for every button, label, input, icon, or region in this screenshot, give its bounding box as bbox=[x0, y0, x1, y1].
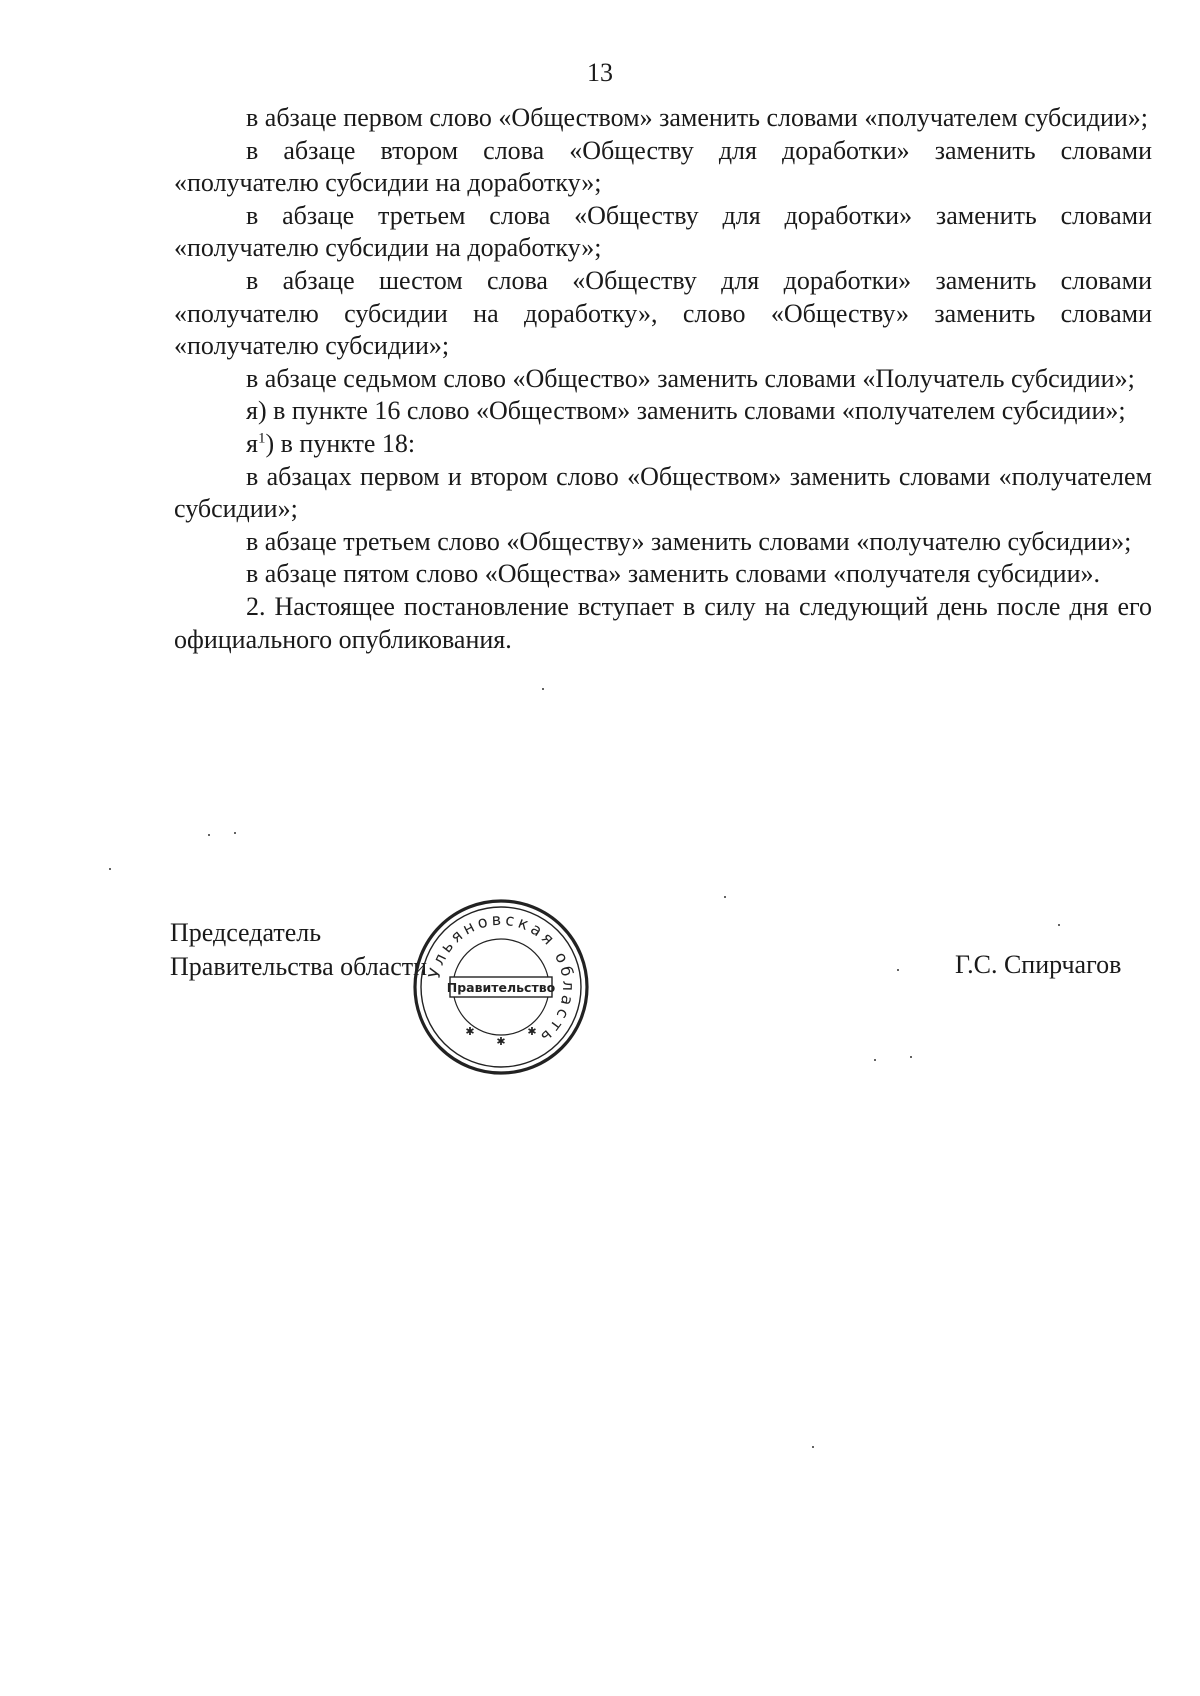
effective-date-paragraph: 2. Настоящее постановление вступает в силу на следующий день после дня его официального опубликования. bbox=[174, 591, 1152, 654]
scan-speck bbox=[1058, 924, 1060, 926]
scan-speck bbox=[874, 1059, 876, 1061]
seal-star-icon: ✱ bbox=[496, 1036, 506, 1048]
signatory-title bbox=[170, 916, 427, 984]
official-seal bbox=[412, 898, 590, 1076]
signatory-title-line-1: Председатель bbox=[170, 918, 322, 947]
signatory-name: Г.С. Спирчагов bbox=[955, 950, 1122, 979]
page-number: 13 bbox=[587, 58, 613, 87]
seal-center-text: Правительство bbox=[446, 980, 556, 995]
document-body bbox=[174, 102, 1152, 656]
scan-speck bbox=[109, 868, 111, 870]
seal-ring-text: Ульяновская область bbox=[424, 909, 579, 1049]
scan-speck bbox=[724, 896, 726, 898]
amendment-paragraph: в абзаце втором слова «Обществу для доработки» заменить словами «получателю субсидии на доработку»; bbox=[174, 135, 1152, 198]
amendment-paragraph: в абзаце шестом слова «Обществу для доработки» заменить словами «получателю субсидии на доработку», слово «Обществу» заменить словами «получателю субсидии»; bbox=[174, 265, 1152, 361]
seal-star-icon: ✱ bbox=[465, 1026, 475, 1038]
amendment-paragraph: в абзаце пятом слово «Общества» заменить словами «получателя субсидии». bbox=[246, 559, 1100, 589]
item-ya1-heading bbox=[174, 428, 1152, 461]
scan-speck bbox=[234, 832, 236, 834]
amendment-paragraph: в абзаце первом слово «Обществом» заменить словами «получателем субсидии»; bbox=[246, 103, 1148, 132]
scan-speck bbox=[910, 1056, 912, 1058]
amendment-paragraph: я) в пункте 16 слово «Обществом» заменить словами «получателем субсидии»; bbox=[246, 396, 1126, 426]
scan-speck bbox=[897, 969, 899, 971]
item-ya1-rest: ) в пункте 18: bbox=[265, 428, 416, 458]
signatory-title-line-2: Правительства области bbox=[170, 952, 428, 981]
item-ya1-prefix: я bbox=[246, 428, 258, 458]
scan-speck bbox=[542, 688, 544, 690]
item-ya1-superscript: 1 bbox=[257, 430, 266, 447]
amendment-paragraph: в абзацах первом и втором слово «Обществом» заменить словами «получателем субсидии»; bbox=[174, 461, 1152, 524]
amendment-paragraph: в абзаце третьем слово «Обществу» заменить словами «получателю субсидии»; bbox=[246, 526, 1132, 556]
seal-star-icon: ✱ bbox=[527, 1026, 537, 1038]
amendment-paragraph: в абзаце седьмом слово «Общество» заменить словами «Получатель субсидии»; bbox=[246, 363, 1135, 393]
amendment-paragraph: в абзаце третьем слова «Обществу для доработки» заменить словами «получателю субсидии на доработку»; bbox=[174, 200, 1152, 263]
scan-speck bbox=[208, 834, 210, 836]
scan-speck bbox=[812, 1446, 814, 1448]
